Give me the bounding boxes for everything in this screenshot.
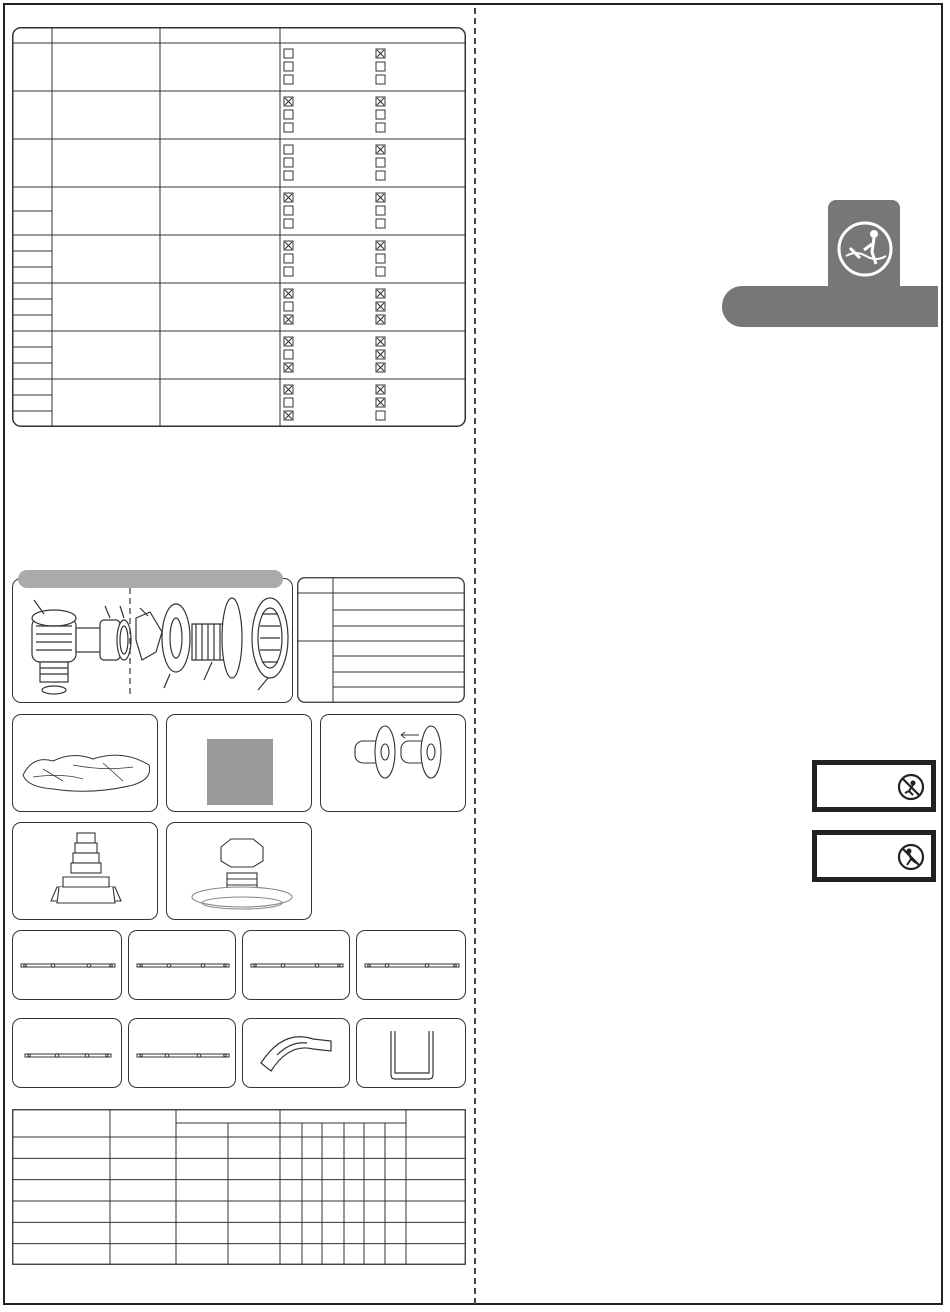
checkbox-empty (284, 254, 293, 263)
checkbox-checked (284, 385, 293, 394)
corner-elbow-box (242, 1018, 350, 1088)
checkbox-checked (376, 289, 385, 298)
checkbox-checked (376, 337, 385, 346)
checkbox-empty (284, 75, 293, 84)
bottom-table-outline (13, 1110, 466, 1265)
strainer-connector-illustration (321, 715, 467, 813)
checkbox-empty (284, 398, 293, 407)
frame-rail-box-5 (12, 1018, 122, 1088)
strainer-connector-box (320, 714, 466, 812)
checkbox-empty (284, 145, 293, 154)
checkbox-checked (376, 385, 385, 394)
frame-rail-box-6 (128, 1018, 236, 1088)
checkbox-empty (284, 350, 293, 359)
swimmer-diving-warning-icon (836, 220, 894, 278)
u-leg-box (356, 1018, 466, 1088)
parts-diagram-drawing (12, 578, 293, 703)
checkbox-checked (376, 49, 385, 58)
frame-rail-box-2 (128, 930, 236, 1000)
checkbox-empty (376, 75, 385, 84)
checkbox-checked (284, 97, 293, 106)
checkbox-empty (284, 62, 293, 71)
checkbox-checked (284, 411, 293, 420)
checkbox-empty (376, 206, 385, 215)
skimmer-cover-box (12, 714, 158, 812)
checkbox-checked (376, 398, 385, 407)
checkbox-empty (376, 267, 385, 276)
checkbox-empty (376, 219, 385, 228)
frame-rail-box-1 (12, 930, 122, 1000)
checkbox-empty (284, 267, 293, 276)
plunger-valve-box (166, 822, 312, 920)
model-check-table-grid (12, 27, 466, 427)
plunger-valve-illustration (167, 823, 313, 921)
parts-list-grid (297, 577, 465, 703)
checkbox-checked (376, 241, 385, 250)
checkbox-empty (376, 411, 385, 420)
checkbox-checked (284, 315, 293, 324)
checkbox-empty (284, 110, 293, 119)
checkbox-checked (376, 350, 385, 359)
parts-list-table (297, 577, 465, 703)
checkbox-checked (284, 241, 293, 250)
checkbox-empty (284, 206, 293, 215)
bottom-spec-grid (12, 1109, 466, 1265)
checkbox-checked (376, 193, 385, 202)
checkbox-checked (376, 302, 385, 311)
no-jumping-icon (897, 843, 925, 871)
table-outline (13, 28, 466, 427)
checkbox-empty (284, 49, 293, 58)
bottom-spec-table (12, 1109, 466, 1265)
hose-adapter-box (12, 822, 158, 920)
warning-sign-1 (812, 760, 936, 812)
parts-list-outline (298, 578, 465, 703)
checkbox-checked (284, 289, 293, 298)
page-fold-divider (474, 8, 476, 1304)
checkbox-checked (376, 363, 385, 372)
warning-sign-2 (812, 830, 936, 882)
frame-rail-box-3 (242, 930, 350, 1000)
gray-block (207, 739, 273, 805)
checkbox-empty (376, 171, 385, 180)
skimmer-cover-illustration (13, 715, 159, 813)
checkbox-empty (376, 62, 385, 71)
checkbox-checked (376, 315, 385, 324)
checkbox-checked (284, 363, 293, 372)
checkbox-empty (376, 254, 385, 263)
checkbox-checked (284, 193, 293, 202)
checkbox-empty (284, 158, 293, 167)
checkbox-empty (376, 158, 385, 167)
checkbox-checked (376, 97, 385, 106)
frame-rail-box-4 (356, 930, 466, 1000)
checkbox-empty (376, 110, 385, 119)
gray-square-box (166, 714, 312, 812)
model-check-table (12, 27, 466, 427)
checkbox-checked (284, 337, 293, 346)
checkbox-empty (284, 302, 293, 311)
checkbox-empty (284, 171, 293, 180)
checkbox-checked (376, 145, 385, 154)
hose-adapter-illustration (13, 823, 159, 921)
checkbox-empty (284, 123, 293, 132)
no-diving-icon (897, 773, 925, 801)
checkbox-empty (284, 219, 293, 228)
safety-banner-bar (722, 286, 938, 327)
safety-banner (722, 200, 938, 328)
checkbox-empty (376, 123, 385, 132)
